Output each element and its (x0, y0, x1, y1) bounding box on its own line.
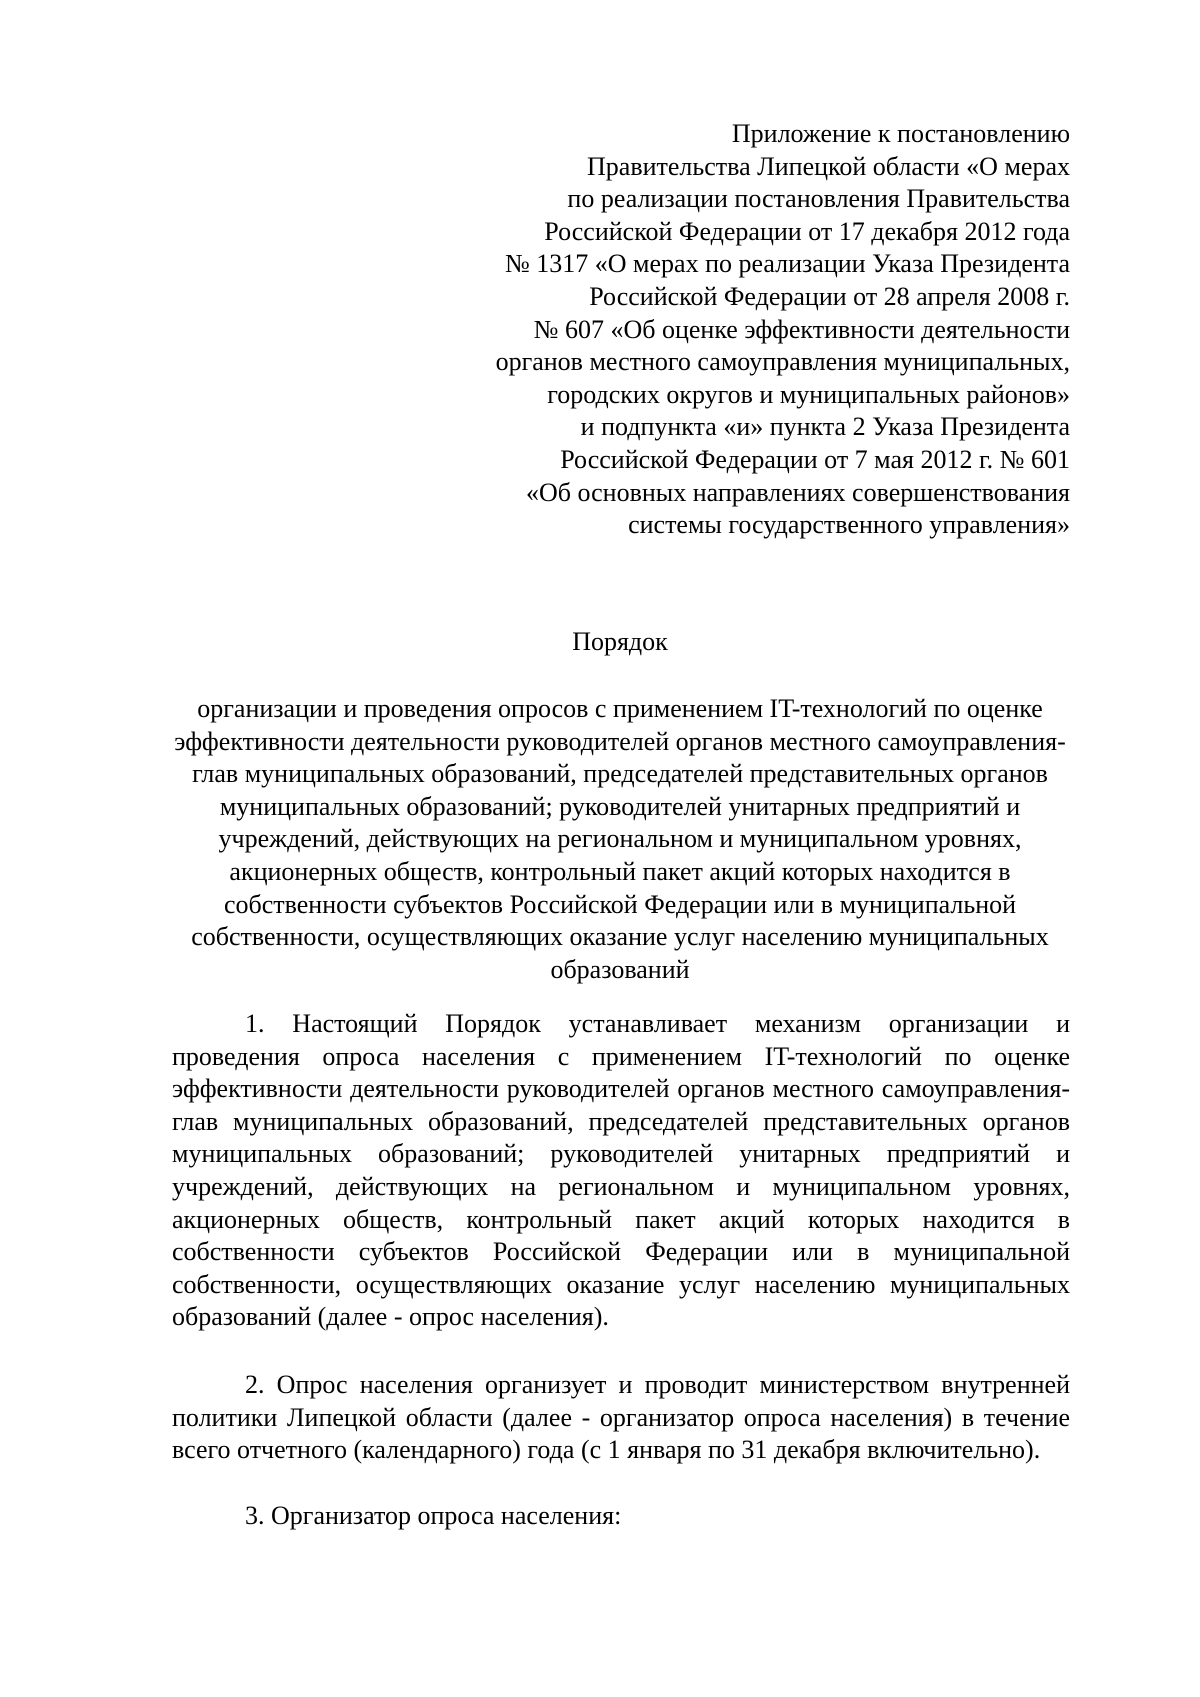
subtitle-line: учреждений, действующих на региональном и муниципальном уровнях, (218, 824, 1022, 854)
paragraph-line: акционерных обществ, контрольный пакет акций которых находится в (172, 1204, 1070, 1234)
appendix-line: Приложение к постановлению (731, 119, 1070, 148)
paragraph-line: образований (далее - опрос населения). (172, 1302, 609, 1332)
appendix-line: Российской Федерации от 17 декабря 2012 года (544, 216, 1070, 246)
appendix-line: Российской Федерации от 7 мая 2012 г. № 601 (560, 444, 1070, 474)
paragraph-line: учреждений, действующих на региональном и муниципальном уровнях, (172, 1171, 1070, 1201)
paragraph-line: собственности, осуществляющих оказание услуг населению муниципальных (172, 1269, 1070, 1299)
paragraph-line: 3. Организатор опроса населения: (245, 1501, 622, 1530)
paragraph-2 (172, 1369, 1070, 1467)
paragraph-line: всего отчетного (календарного) года (с 1 января по 31 декабря включительно). (172, 1435, 1041, 1465)
paragraph-1 (172, 1008, 1070, 1334)
paragraph-line: глав муниципальных образований, председателей представительных органов (172, 1106, 1070, 1136)
appendix-line: № 1317 «О мерах по реализации Указа Президента (504, 249, 1070, 279)
subtitle-line: образований (550, 954, 690, 984)
subtitle-line: организации и проведения опросов с применением IT-технологий по оценке (197, 694, 1043, 723)
subtitle-line: эффективности деятельности руководителей органов местного самоуправления- (174, 726, 1066, 756)
appendix-line: Правительства Липецкой области «О мерах (587, 151, 1070, 181)
paragraph-line: муниципальных образований; руководителей унитарных предприятий и (172, 1139, 1070, 1169)
appendix-line: и подпункта «и» пункта 2 Указа Президента (580, 412, 1070, 442)
paragraph-line: 2. Опрос населения организует и проводит министерством внутренней (245, 1370, 1070, 1399)
paragraph-3 (172, 1500, 1070, 1533)
subtitle-line: собственности субъектов Российской Федерации или в муниципальной (223, 889, 1017, 919)
subtitle-line: акционерных обществ, контрольный пакет акций которых находится в (229, 856, 1011, 886)
appendix-line: «Об основных направлениях совершенствования (525, 477, 1070, 507)
appendix-line: по реализации постановления Правительства (567, 184, 1070, 214)
paragraph-line: 1. Настоящий Порядок устанавливает механизм организации и (245, 1009, 1070, 1038)
paragraph-line: собственности субъектов Российской Федерации или в муниципальной (172, 1237, 1070, 1267)
appendix-line: Российской Федерации от 28 апреля 2008 г. (589, 281, 1070, 311)
appendix-line: № 607 «Об оценке эффективности деятельности (533, 314, 1070, 344)
document-subtitle (170, 693, 1070, 986)
document-title: Порядок (572, 627, 668, 656)
subtitle-line: глав муниципальных образований, председателей представительных органов (192, 759, 1048, 789)
subtitle-line: собственности, осуществляющих оказание услуг населению муниципальных (191, 922, 1049, 952)
appendix-line: органов местного самоуправления муниципальных, (495, 347, 1070, 377)
appendix-line: городских округов и муниципальных районов» (547, 379, 1070, 409)
paragraph-line: политики Липецкой области (далее - организатор опроса населения) в течение (172, 1402, 1070, 1432)
subtitle-line: муниципальных образований; руководителей унитарных предприятий и (219, 791, 1021, 821)
appendix-line: системы государственного управления» (628, 510, 1070, 540)
appendix-header (410, 118, 1070, 542)
paragraph-line: эффективности деятельности руководителей органов местного самоуправления- (172, 1074, 1070, 1104)
paragraph-line: проведения опроса населения с применением IT-технологий по оценке (172, 1041, 1070, 1071)
